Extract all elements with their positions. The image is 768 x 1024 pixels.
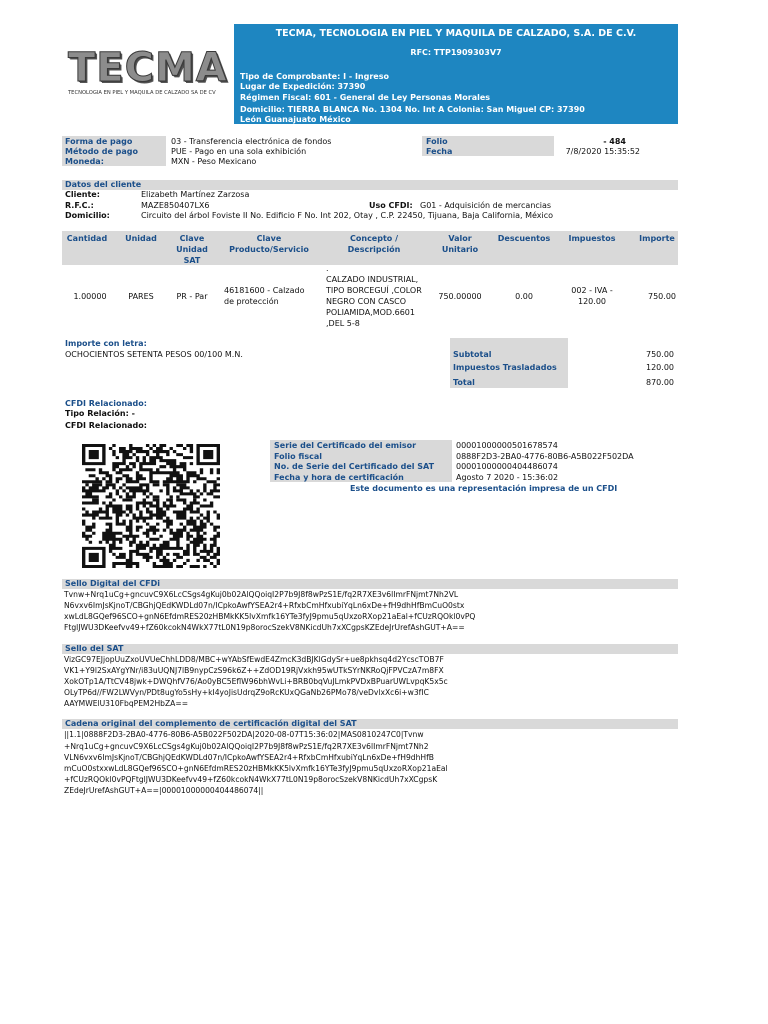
cliente-value: Elizabeth Martínez Zarzosa xyxy=(141,190,250,199)
header-line: Domicilio: TIERRA BLANCA No. 1304 No. Int A Colonia: San Miguel CP: 37390 xyxy=(240,105,585,114)
cfdi-relacionado-title: CFDI Relacionado: xyxy=(65,399,147,408)
moneda-value: MXN - Peso Mexicano xyxy=(171,157,257,166)
sello-sat-line: AAYMWElU310FbqPEM2HbZA== xyxy=(64,699,189,708)
company-name: TECMA, TECNOLOGIA EN PIEL Y MAQUILA DE CALZADO, S.A. DE C.V. xyxy=(275,28,637,39)
importe-letra-label: Importe con letra: xyxy=(65,339,147,348)
cadena-line: mCuO0stxxwLdL8GQef96SCO+gnN6EfdmRES20zHBMkKK5lvXmfk16YTe3fyJ9pmu5qUxzoRXop21aEal xyxy=(64,764,448,773)
client-section-title: Datos del cliente xyxy=(65,180,142,189)
forma-pago-value: 03 - Transferencia electrónica de fondos xyxy=(171,137,332,146)
uso-cfdi-label: Uso CFDI: xyxy=(369,201,413,210)
sello-sat-line: OLyTP6d//FW2LWVyn/PDt8ugYo5sHy+kI4yoJisUdrqZ9oRcKUxQGaNb26PMo78/veDvlxXc6i+w3fIC xyxy=(64,688,429,697)
impuestos-trasladados-value: 120.00 xyxy=(646,363,674,372)
folio-value: - 484 xyxy=(603,137,626,146)
sello-sat-line: XokOTp1A/TtCV48jwk+DWQhfV76/Ao0yBC5EflW96bhWvLi+BRB0bqVuJLmkPVDxBPuarUWLvpqK5x5c xyxy=(64,677,448,686)
sello-cfdi-line: N6vxv6ImJsKjnoT/CBGhjQEdKWDLd07n/ICpkoAwfYSEA2r4+RfxbCmHfxubiYqLn6xDe+fH9dhHfBmCuO0stx xyxy=(64,601,465,610)
total-label: Total xyxy=(453,378,475,387)
cell-descuentos: 0.00 xyxy=(515,292,533,301)
serie-sat-label: No. de Serie del Certificado del SAT xyxy=(274,462,435,471)
cell-clave-unidad: PR - Par xyxy=(176,292,208,301)
cfdi-relacionado: CFDI Relacionado: xyxy=(65,421,147,430)
company-header xyxy=(234,24,678,124)
cell-valor: 750.00000 xyxy=(438,292,482,301)
folio-label: Folio xyxy=(426,137,448,146)
rfc-label: R.F.C.: xyxy=(65,201,94,210)
header-line: Tipo de Comprobante: I - Ingreso xyxy=(240,72,389,81)
uso-cfdi-value: G01 - Adquisición de mercancias xyxy=(420,201,552,210)
serie-emisor-label: Serie del Certificado del emisor xyxy=(274,441,417,450)
col-clave-unidad: Clave Unidad SAT xyxy=(176,234,208,265)
cell-cantidad: 1.00000 xyxy=(73,292,107,301)
domicilio-value: Circuito del árbol Foviste II No. Edificio F No. Int 202, Otay , C.P. 22450, Tijuana, Baja California, México xyxy=(141,211,554,220)
folio-fiscal-label: Folio fiscal xyxy=(274,452,322,461)
cell-concepto-4: NEGRO CON CASCO xyxy=(326,297,407,306)
cadena-line: ||1.1|0888F2D3-2BA0-4776-80B6-A5B022F502DA|2020-08-07T15:36:02|MAS0810247C0|Tvnw xyxy=(64,730,424,739)
folio-fiscal-value: 0888F2D3-2BA0-4776-80B6-A5B022F502DA xyxy=(456,452,634,461)
serie-sat-value: 00001000000404486074 xyxy=(456,462,558,471)
col-importe: Importe xyxy=(639,234,675,243)
cell-impuestos-1: 002 - IVA - xyxy=(571,286,613,295)
cadena-line: +Nrq1uCg+gncuvC9X6LcCSgs4gKuj0b02AlQQoiqI2P7b9J8f8wPzS1E/fq2R7XE3v6lImrFNjmt7Nh2 xyxy=(64,742,429,751)
sello-sat-bar xyxy=(62,644,678,654)
subtotal-label: Subtotal xyxy=(453,350,492,359)
logo-tagline: TECNOLOGIA EN PIEL Y MAQUILA DE CALZADO SA DE CV xyxy=(68,90,216,96)
cadena-line: ZEdeJrUrefAshGUT+A==|00001000000404486074|| xyxy=(64,786,264,795)
forma-pago-label: Forma de pago xyxy=(65,137,133,146)
cell-importe: 750.00 xyxy=(648,292,676,301)
cadena-line: +fCUzRQOkl0vPQFtglJWU3DKeefvv49+fZ60kcokN4WkX77tL0N19p8orocSzekV8NKicdUh7xXCgpsK xyxy=(64,775,438,784)
col-clave-producto: Clave Producto/Servicio xyxy=(229,234,309,254)
cadena-line: VLN6vxv6ImJsKjnoT/CBGhjQEdKWDLd07n/ICpkoAwfYSEA2r4+RfxbCmHfxubiYqLn6xDe+fH9dhHfB xyxy=(64,753,434,762)
moneda-label: Moneda: xyxy=(65,157,104,166)
serie-emisor-value: 00001000000501678574 xyxy=(456,441,558,450)
cadena-bar xyxy=(62,719,678,729)
sello-cfdi-title: Sello Digital del CFDi xyxy=(65,579,160,588)
logo-word: TECMA xyxy=(68,45,228,91)
domicilio-label: Domicilio: xyxy=(65,211,110,220)
col-unidad: Unidad xyxy=(125,234,157,243)
sello-cfdi-line: Tvnw+Nrq1uCg+gncuvC9X6LcCSgs4gKuj0b02AlQQoiqI2P7b9J8f8wPzS1E/fq2R7XE3v6lImrFNjmt7Nh2VL xyxy=(64,590,459,599)
col-impuestos: Impuestos xyxy=(568,234,616,243)
cell-impuestos-2: 120.00 xyxy=(578,297,606,306)
cell-concepto-3: TIPO BORCEGUÍ ,COLOR xyxy=(326,286,422,295)
header-line: León Guanajuato México xyxy=(240,115,351,124)
rfc-value: MAZE850407LX6 xyxy=(141,201,210,210)
header-line: Régimen Fiscal: 601 - General de Ley Personas Morales xyxy=(240,93,491,102)
cell-concepto-1: . xyxy=(326,264,329,273)
cell-concepto-5: POLIAMIDA,MOD.6601 xyxy=(326,308,415,317)
fecha-certificacion-label: Fecha y hora de certificación xyxy=(274,473,404,482)
tipo-relacion: Tipo Relación: - xyxy=(65,409,135,418)
impuestos-trasladados-label: Impuestos Trasladados xyxy=(453,363,557,372)
sello-sat-line: VizGC97EJjopUuZxoUVUeChhLDD8/MBC+wYAbSfEwdE4ZmcK3dBJKlGdySr+ue8pkhsq4d2YcscTOB7F xyxy=(64,655,444,664)
fecha-value: 7/8/2020 15:35:52 xyxy=(565,147,640,156)
cliente-label: Cliente: xyxy=(65,190,100,199)
col-valor: Valor Unitario xyxy=(441,234,479,254)
fecha-certificacion-value: Agosto 7 2020 - 15:36:02 xyxy=(456,473,559,482)
subtotal-value: 750.00 xyxy=(646,350,674,359)
cell-concepto-6: ,DEL 5-8 xyxy=(326,319,360,328)
company-rfc: RFC: TTP1909303V7 xyxy=(410,48,502,57)
col-cantidad: Cantidad xyxy=(66,234,108,243)
sello-cfdi-line: FtglJWU3DKeefvv49+fZ60kcokN4WkX77tL0N19p8orocSzekV8NKicdUh7xXCgpsKZEdeJrUrefAshGUT+A== xyxy=(64,623,465,632)
metodo-pago-label: Método de pago xyxy=(65,147,138,156)
importe-letra-value: OCHOCIENTOS SETENTA PESOS 00/100 M.N. xyxy=(65,350,243,359)
sello-cfdi-line: xwLdL8GQef96SCO+gnN6EfdmRES20zHBMkKK5lvXmfk16YTe3fyJ9pmu5qUxzoRXop21aEal+fCUzRQOkl0vPQ xyxy=(64,612,476,621)
header-line: Lugar de Expedición: 37390 xyxy=(240,82,366,91)
cell-unidad: PARES xyxy=(128,292,154,301)
company-logo xyxy=(66,46,226,102)
col-concepto: Concepto / Descripción xyxy=(347,234,401,254)
cell-clave-producto-1: 46181600 - Calzado xyxy=(224,286,305,295)
metodo-pago-value: PUE - Pago en una sola exhibición xyxy=(171,147,307,156)
sello-sat-line: VK1+Y9l2SxAYgYNr/i83uUQNJ7lB9nypCzS96k6Z++ZdOD19RjVxkh95wUTkSYrNKRoQjFPVCzA7m8FX xyxy=(64,666,444,675)
qr-modules xyxy=(82,444,220,568)
fecha-label: Fecha xyxy=(426,147,453,156)
sello-cfdi-bar xyxy=(62,579,678,589)
qr-code xyxy=(82,444,220,568)
cell-clave-producto-2: de protección xyxy=(224,297,279,306)
client-section-bar xyxy=(62,180,678,190)
sello-sat-title: Sello del SAT xyxy=(65,644,124,653)
cadena-title: Cadena original del complemento de certificación digital del SAT xyxy=(65,719,357,728)
cell-concepto-2: CALZADO INDUSTRIAL, xyxy=(326,275,419,284)
col-descuentos: Descuentos xyxy=(497,234,551,243)
cfdi-note: Este documento es una representación impresa de un CFDI xyxy=(350,484,618,493)
total-value: 870.00 xyxy=(646,378,674,387)
